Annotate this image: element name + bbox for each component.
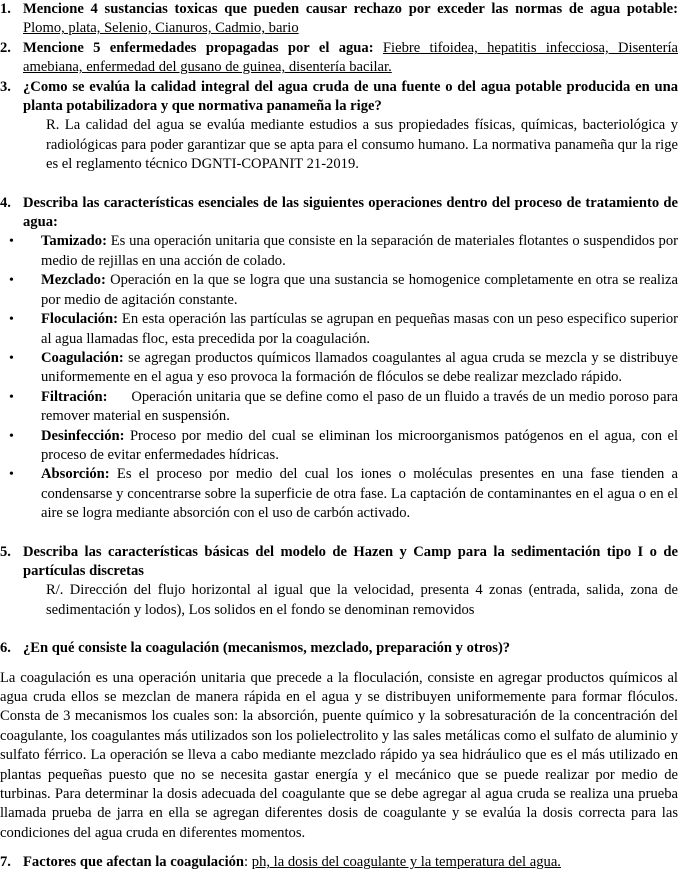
question-1-text: Mencione 4 sustancias toxicas que pueden causar rechazo por exceder las normas de agua potable: <box>23 1 678 17</box>
list-item-desinfeccion <box>0 427 678 466</box>
term: Mezclado: <box>41 272 106 289</box>
term: Filtración: <box>41 388 108 405</box>
bullet-icon: • <box>9 350 14 366</box>
question-2-number: 2. <box>0 39 11 56</box>
question-2 <box>0 39 678 78</box>
operations-list <box>0 232 678 523</box>
question-5-answer: R/. Dirección del flujo horizontal al igual que la velocidad, presenta 4 zonas (entrada, salida, zona de sedimentación y lodos), Los solidos en el fondo se denominan removidos <box>46 582 678 618</box>
list-item-floculacion <box>0 310 678 349</box>
list-item-tamizado <box>0 232 678 271</box>
definition: Operación en la que se logra que una sustancia se homogenice completamente en otra se realiza por medio de agitación constante. <box>41 272 678 308</box>
question-7-number: 7. <box>0 854 11 871</box>
question-7 <box>0 853 678 872</box>
question-6-number: 6. <box>0 640 11 657</box>
list-item-absorcion <box>0 465 678 523</box>
question-3 <box>0 78 678 117</box>
bullet-icon: • <box>9 234 14 250</box>
definition: Es una operación unitaria que consiste en la separación de materiales flotantes o suspendidos por medio de rejillas en una acción de colado. <box>41 233 678 269</box>
term: Tamizado: <box>41 233 107 250</box>
bullet-icon: • <box>9 312 14 328</box>
question-7-text: Factores que afectan la coagulación <box>23 854 245 871</box>
definition: se agregan productos químicos llamados coagulantes al agua cruda se mezcla y se distribuye uniformemente en el agua y eso provoca la formación de flóculos se debe realizar mezclado rápido. <box>41 349 678 386</box>
question-3-answer: R. La calidad del agua se evalúa mediante estudios a sus propiedades físicas, químicas, bacteriológica y radiológicas para poder garantizar que se apta para el consumo humano. La normativa panameña qur la rige es el reglamento técnico DGNTI-COPANIT 21-2019. <box>46 117 678 173</box>
question-5 <box>0 543 678 582</box>
question-6-text: ¿En qué consiste la coagulación (mecanismos, mezclado, preparación y otros)? <box>23 640 511 657</box>
definition: Proceso por medio del cual se eliminan los microorganismos patógenos en el agua, con el proceso de evitar enfermedades hídricas. <box>41 427 678 463</box>
definition: En esta operación las partículas se agrupan en pequeñas masas con un peso especifico superior al agua llamadas floc, esta precedida por la coagulación. <box>41 311 678 347</box>
spacer <box>0 175 678 194</box>
question-3-number: 3. <box>0 78 11 95</box>
question-1-number: 1. <box>0 1 11 17</box>
question-4-number: 4. <box>0 194 11 211</box>
question-6-answer: La coagulación es una operación unitaria que precede a la floculación, consiste en agregar productos químicos al agua cruda ellos se mezclan de manera rápida en el agua y se distribuyen uniformemente para formar flóculos. Consta de 3 mecanismos los cuales son: la absorción, puente químico y la sobresaturación de la concentración del coagulante, los coagulantes más utilizados son los polielectrolito y las sales metálicas como el sulfato de aluminio y sulfato férrico. La operación se lleva a cabo mediante mezclado rápido ya sea hidráulico que es el más utilizado en plantas pequeñas puesto que no se necesita gastar energía y el mecánico que se puede realizar por medio de turbinas. Para determinar la dosis adecuada del coagulante que se debe agregar al agua cruda se realiza una prueba llamada prueba de jarra en ella se agregan diferentes dosis de coagulante y se evalúa la dosis correcta para las condiciones del agua cruda en diferentes momentos. <box>0 669 678 841</box>
definition: Operación unitaria que se define como el paso de un fluido a través de un medio poroso para remover material en suspensión. <box>41 388 678 425</box>
question-5-number: 5. <box>0 543 11 560</box>
bullet-icon: • <box>9 273 14 289</box>
spacer <box>0 620 678 639</box>
question-6 <box>0 639 678 658</box>
term: Desinfección: <box>41 427 125 444</box>
list-item-coagulacion <box>0 349 678 388</box>
question-1-answer: Plomo, plata, Selenio, Cianuros, Cadmio, bario <box>23 20 299 37</box>
question-3-text: ¿Como se evalúa la calidad integral del agua cruda de una fuente o del agua potable producida en una planta potabilizadora y que normativa panameña la rige? <box>23 78 678 115</box>
question-4-text: Describa las características esenciales de las siguientes operaciones dentro del proceso de tratamiento de agua: <box>23 194 678 231</box>
question-4 <box>0 194 678 233</box>
term: Absorción: <box>41 466 110 483</box>
definition: Es el proceso por medio del cual los iones o moléculas presentes en una fase tienden a condensarse y concentrarse sobre la superficie de otra fase. La captación de contaminantes en el agua o en el aire se logra mediante absorción con el uso de carbón activado. <box>41 466 678 522</box>
question-1 <box>0 0 678 39</box>
list-item-mezclado <box>0 271 678 310</box>
term: Coagulación: <box>41 349 124 366</box>
term: Floculación: <box>41 311 119 328</box>
spacer <box>0 524 678 543</box>
bullet-icon: • <box>9 389 14 405</box>
question-2-answer: Fiebre tifoidea, hepatitis infecciosa, Disentería amebiana, enfermedad del gusano de guinea, disentería bacilar. <box>23 39 678 76</box>
bullet-icon: • <box>9 428 14 444</box>
bullet-icon: • <box>9 467 14 483</box>
question-7-colon: : <box>244 854 249 871</box>
question-5-text: Describa las características básicas del modelo de Hazen y Camp para la sedimentación tipo I o de partículas discretas <box>23 543 678 579</box>
list-item-filtracion <box>0 388 678 427</box>
spacer <box>0 659 678 669</box>
question-2-text: Mencione 5 enfermedades propagadas por el agua: <box>23 39 374 56</box>
question-7-answer: ph, la dosis del coagulante y la temperatura del agua. <box>251 854 561 871</box>
